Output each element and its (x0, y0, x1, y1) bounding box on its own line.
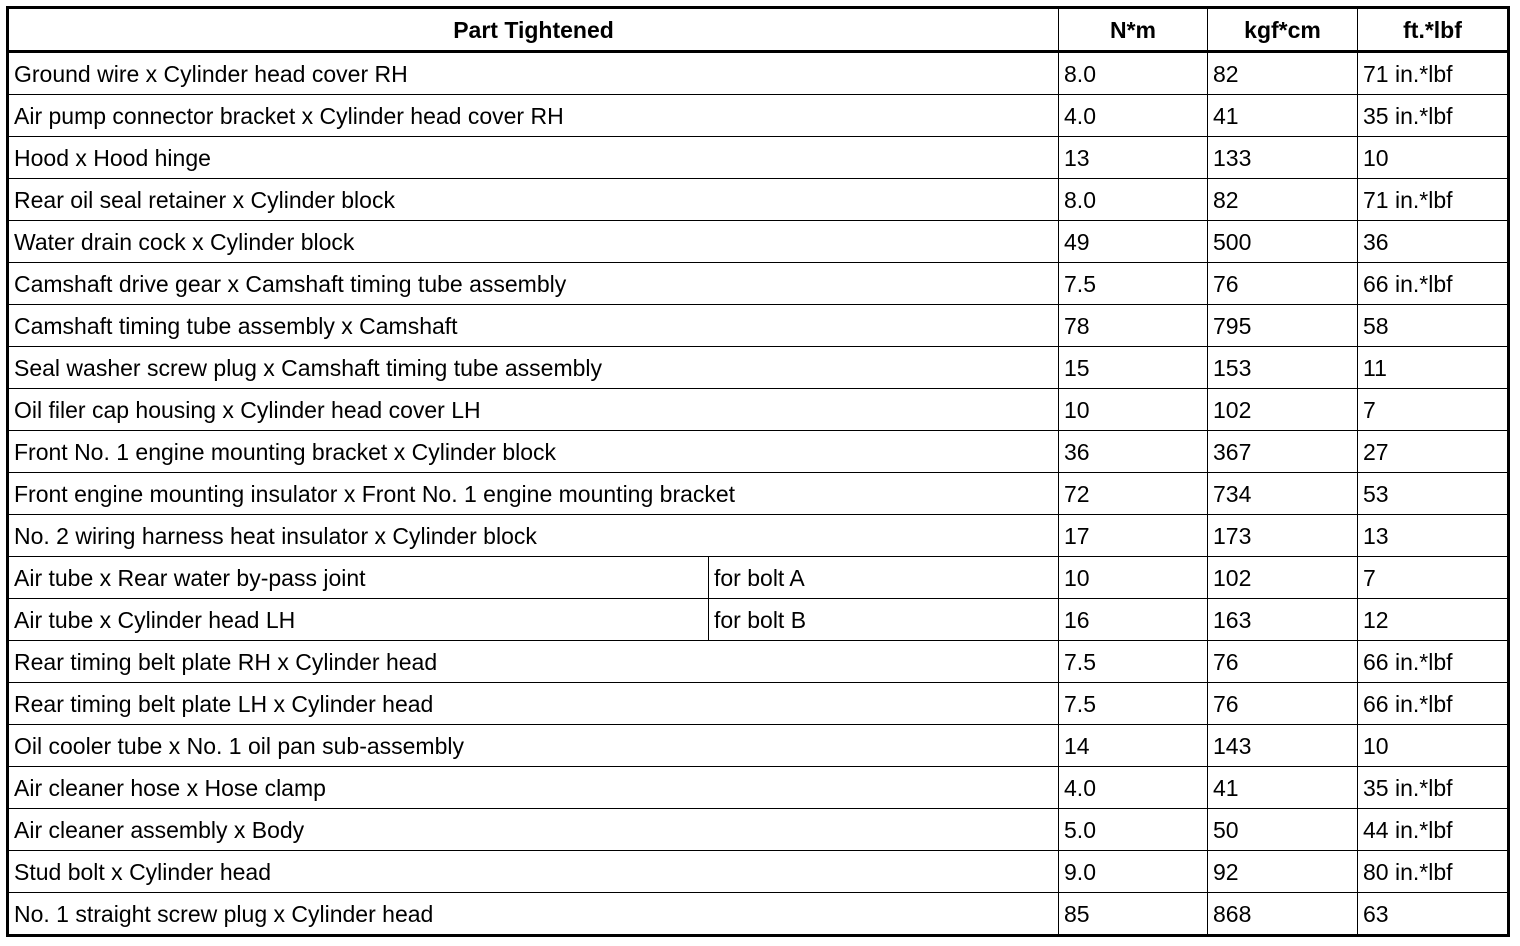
kgf-cell: 92 (1208, 851, 1358, 893)
part-cell: Rear timing belt plate LH x Cylinder head (8, 683, 1059, 725)
part-cell: Ground wire x Cylinder head cover RH (8, 52, 1059, 95)
part-cell: Air cleaner hose x Hose clamp (8, 767, 1059, 809)
kgf-cell: 102 (1208, 389, 1358, 431)
ft-cell: 13 (1358, 515, 1509, 557)
part-cell: Air cleaner assembly x Body (8, 809, 1059, 851)
part-cell: Seal washer screw plug x Camshaft timing tube assembly (8, 347, 1059, 389)
bolt-note-cell: for bolt A (709, 557, 1059, 599)
table-header-row (8, 8, 1509, 52)
bolt-note-cell: for bolt B (709, 599, 1059, 641)
nm-cell: 36 (1059, 431, 1208, 473)
ft-cell: 7 (1358, 557, 1509, 599)
nm-cell: 4.0 (1059, 767, 1208, 809)
part-cell: Air tube x Rear water by-pass joint (8, 557, 709, 599)
kgf-cell: 734 (1208, 473, 1358, 515)
table-row (8, 431, 1509, 473)
kgf-cell: 41 (1208, 95, 1358, 137)
nm-cell: 16 (1059, 599, 1208, 641)
part-cell: Rear timing belt plate RH x Cylinder head (8, 641, 1059, 683)
table-row (8, 809, 1509, 851)
table-row (8, 95, 1509, 137)
ft-cell: 71 in.*lbf (1358, 179, 1509, 221)
part-cell: Oil filer cap housing x Cylinder head cover LH (8, 389, 1059, 431)
ft-cell: 58 (1358, 305, 1509, 347)
part-cell: Stud bolt x Cylinder head (8, 851, 1059, 893)
kgf-cell: 102 (1208, 557, 1358, 599)
part-cell: No. 1 straight screw plug x Cylinder head (8, 893, 1059, 936)
part-cell: Rear oil seal retainer x Cylinder block (8, 179, 1059, 221)
kgf-cell: 143 (1208, 725, 1358, 767)
header-nm: N*m (1059, 8, 1208, 52)
table-row (8, 179, 1509, 221)
kgf-cell: 868 (1208, 893, 1358, 936)
table-row (8, 52, 1509, 95)
kgf-cell: 82 (1208, 179, 1358, 221)
ft-cell: 66 in.*lbf (1358, 683, 1509, 725)
table-row (8, 599, 1509, 641)
nm-cell: 7.5 (1059, 641, 1208, 683)
nm-cell: 17 (1059, 515, 1208, 557)
ft-cell: 53 (1358, 473, 1509, 515)
kgf-cell: 153 (1208, 347, 1358, 389)
table-row (8, 851, 1509, 893)
table-row (8, 641, 1509, 683)
table-row (8, 725, 1509, 767)
part-cell: Oil cooler tube x No. 1 oil pan sub-assembly (8, 725, 1059, 767)
torque-spec-table (6, 6, 1510, 937)
part-cell: Front engine mounting insulator x Front No. 1 engine mounting bracket (8, 473, 1059, 515)
part-cell: Air tube x Cylinder head LH (8, 599, 709, 641)
kgf-cell: 795 (1208, 305, 1358, 347)
nm-cell: 85 (1059, 893, 1208, 936)
ft-cell: 12 (1358, 599, 1509, 641)
nm-cell: 78 (1059, 305, 1208, 347)
kgf-cell: 133 (1208, 137, 1358, 179)
table-row (8, 767, 1509, 809)
ft-cell: 44 in.*lbf (1358, 809, 1509, 851)
ft-cell: 66 in.*lbf (1358, 641, 1509, 683)
part-cell: Air pump connector bracket x Cylinder head cover RH (8, 95, 1059, 137)
part-cell: Camshaft drive gear x Camshaft timing tube assembly (8, 263, 1059, 305)
part-cell: Front No. 1 engine mounting bracket x Cylinder block (8, 431, 1059, 473)
part-cell: No. 2 wiring harness heat insulator x Cylinder block (8, 515, 1059, 557)
nm-cell: 15 (1059, 347, 1208, 389)
ft-cell: 11 (1358, 347, 1509, 389)
nm-cell: 14 (1059, 725, 1208, 767)
kgf-cell: 173 (1208, 515, 1358, 557)
kgf-cell: 76 (1208, 641, 1358, 683)
kgf-cell: 500 (1208, 221, 1358, 263)
table-row (8, 473, 1509, 515)
kgf-cell: 367 (1208, 431, 1358, 473)
ft-cell: 80 in.*lbf (1358, 851, 1509, 893)
nm-cell: 8.0 (1059, 179, 1208, 221)
table-row (8, 347, 1509, 389)
ft-cell: 35 in.*lbf (1358, 767, 1509, 809)
ft-cell: 35 in.*lbf (1358, 95, 1509, 137)
nm-cell: 5.0 (1059, 809, 1208, 851)
kgf-cell: 50 (1208, 809, 1358, 851)
table-row (8, 389, 1509, 431)
header-part-tightened: Part Tightened (8, 8, 1059, 52)
kgf-cell: 76 (1208, 683, 1358, 725)
table-row (8, 893, 1509, 936)
ft-cell: 36 (1358, 221, 1509, 263)
nm-cell: 10 (1059, 389, 1208, 431)
part-cell: Hood x Hood hinge (8, 137, 1059, 179)
table-row (8, 221, 1509, 263)
kgf-cell: 163 (1208, 599, 1358, 641)
ft-cell: 71 in.*lbf (1358, 52, 1509, 95)
nm-cell: 10 (1059, 557, 1208, 599)
nm-cell: 7.5 (1059, 263, 1208, 305)
ft-cell: 27 (1358, 431, 1509, 473)
table-row (8, 305, 1509, 347)
nm-cell: 49 (1059, 221, 1208, 263)
nm-cell: 4.0 (1059, 95, 1208, 137)
table-row (8, 263, 1509, 305)
kgf-cell: 82 (1208, 52, 1358, 95)
nm-cell: 72 (1059, 473, 1208, 515)
kgf-cell: 76 (1208, 263, 1358, 305)
header-kgf-cm: kgf*cm (1208, 8, 1358, 52)
ft-cell: 66 in.*lbf (1358, 263, 1509, 305)
table-row (8, 557, 1509, 599)
header-ft-lbf: ft.*lbf (1358, 8, 1509, 52)
ft-cell: 7 (1358, 389, 1509, 431)
part-cell: Water drain cock x Cylinder block (8, 221, 1059, 263)
kgf-cell: 41 (1208, 767, 1358, 809)
ft-cell: 63 (1358, 893, 1509, 936)
ft-cell: 10 (1358, 725, 1509, 767)
nm-cell: 7.5 (1059, 683, 1208, 725)
nm-cell: 9.0 (1059, 851, 1208, 893)
nm-cell: 8.0 (1059, 52, 1208, 95)
ft-cell: 10 (1358, 137, 1509, 179)
table-row (8, 683, 1509, 725)
table-row (8, 137, 1509, 179)
table-row (8, 515, 1509, 557)
nm-cell: 13 (1059, 137, 1208, 179)
part-cell: Camshaft timing tube assembly x Camshaft (8, 305, 1059, 347)
